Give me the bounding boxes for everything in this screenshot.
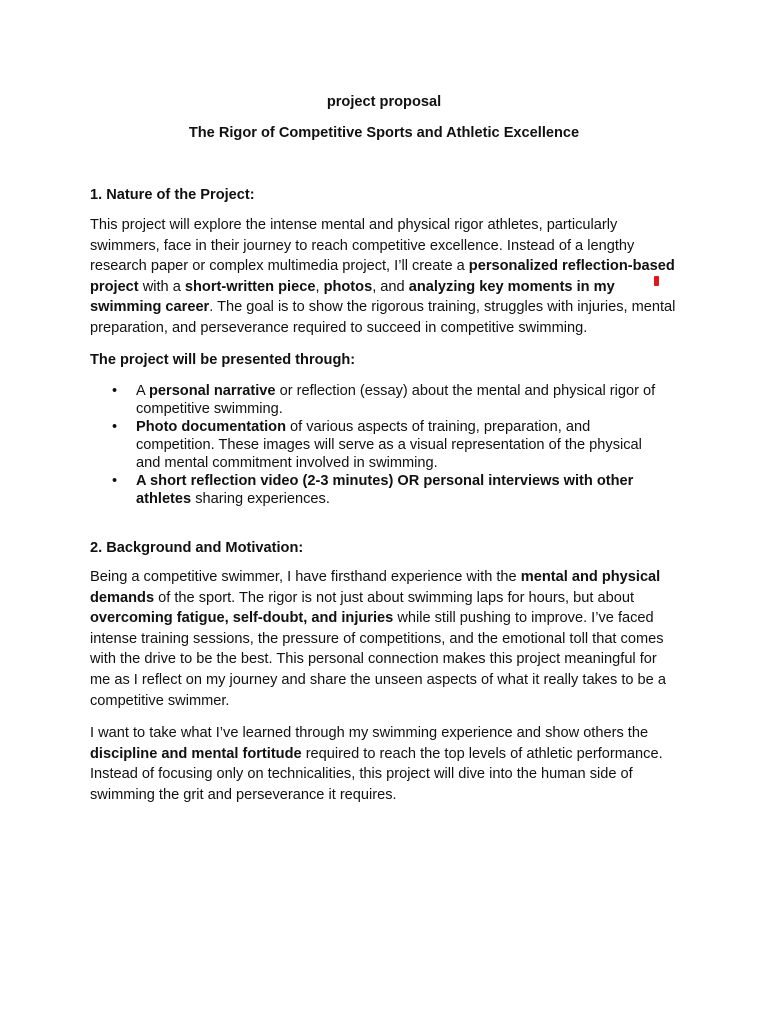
list-item: [112, 418, 662, 472]
text-run: required to reach the top levels of athletic performance. Instead of focusing only on technicalities, this project will dive into the human side of swimming the grit and perseverance it requires.: [90, 745, 663, 803]
text-run: I want to take what I’ve learned through my swimming experience and show others the: [90, 725, 649, 741]
bold-text: mental and physical demands: [90, 569, 661, 606]
text-run: This project will explore the intense mental and physical rigor athletes, particularly swimmers, face in their journey to reach competitive excellence. Instead of a lengthy research paper or complex multimedia project, I’ll create a: [90, 217, 635, 275]
bullet-icon: •: [112, 419, 118, 435]
text-run: of the sport. The rigor is not just about swimming laps for hours, but about: [154, 589, 635, 606]
section-1-heading: 1. Nature of the Project:: [90, 187, 255, 203]
bold-text: personal narrative: [148, 383, 276, 399]
bullet-icon: •: [112, 383, 118, 399]
text-run: of various aspects of training, preparation, and competition. These images will serve as a visual representation of the physical and mental commitment involved in swimming.: [136, 419, 642, 471]
text-run: while still pushing to improve. I’ve faced intense training sessions, the pressure of competitions, and the emotional toll that comes with the drive to be the best. This personal connection makes this project meaningful for me as I reflect on my journey and share the unseen aspects of what it really takes to be a competitive swimmer.: [90, 610, 666, 709]
document-subtitle: The Rigor of Competitive Sports and Athletic Excellence: [188, 125, 580, 141]
text-run: sharing experiences.: [191, 491, 330, 507]
text-run: ,: [315, 278, 324, 295]
bold-text: Photo documentation: [136, 419, 286, 435]
section-1-paragraph: [90, 215, 680, 339]
text-run: or reflection (essay) about the mental and physical rigor of competitive swimming.: [136, 383, 656, 417]
bold-text: discipline and mental fortitude: [90, 745, 302, 762]
presentation-list: [112, 382, 662, 508]
text-run: Being a competitive swimmer, I have firsthand experience with the: [90, 569, 521, 585]
text-run: with a: [138, 278, 185, 295]
bold-text: personalized reflection-based project: [90, 258, 675, 295]
section-2-paragraph-2: [90, 723, 680, 805]
section-2-heading: 2. Background and Motivation:: [90, 540, 304, 556]
text-run: , and: [372, 278, 409, 295]
section-2-paragraph-1: [90, 567, 680, 711]
bullet-icon: •: [112, 473, 118, 489]
comment-marker-icon[interactable]: [654, 276, 659, 286]
text-run: . The goal is to show the rigorous training, struggles with injuries, mental preparation, and perseverance required to succeed in competitive swimming.: [90, 299, 676, 336]
document-title: project proposal: [326, 94, 442, 110]
list-item: [112, 472, 662, 508]
text-run: A: [136, 383, 149, 399]
list-intro: The project will be presented through:: [90, 352, 356, 368]
bold-text: short-written piece: [184, 278, 316, 295]
bold-text: A short reflection video (2-3 minutes) OR personal interviews with other athletes: [136, 473, 634, 507]
bold-text: photos: [323, 278, 373, 295]
list-item: [112, 382, 662, 418]
bold-text: overcoming fatigue, self-doubt, and injuries: [90, 610, 394, 627]
bold-text: analyzing key moments in my swimming career: [90, 278, 615, 316]
